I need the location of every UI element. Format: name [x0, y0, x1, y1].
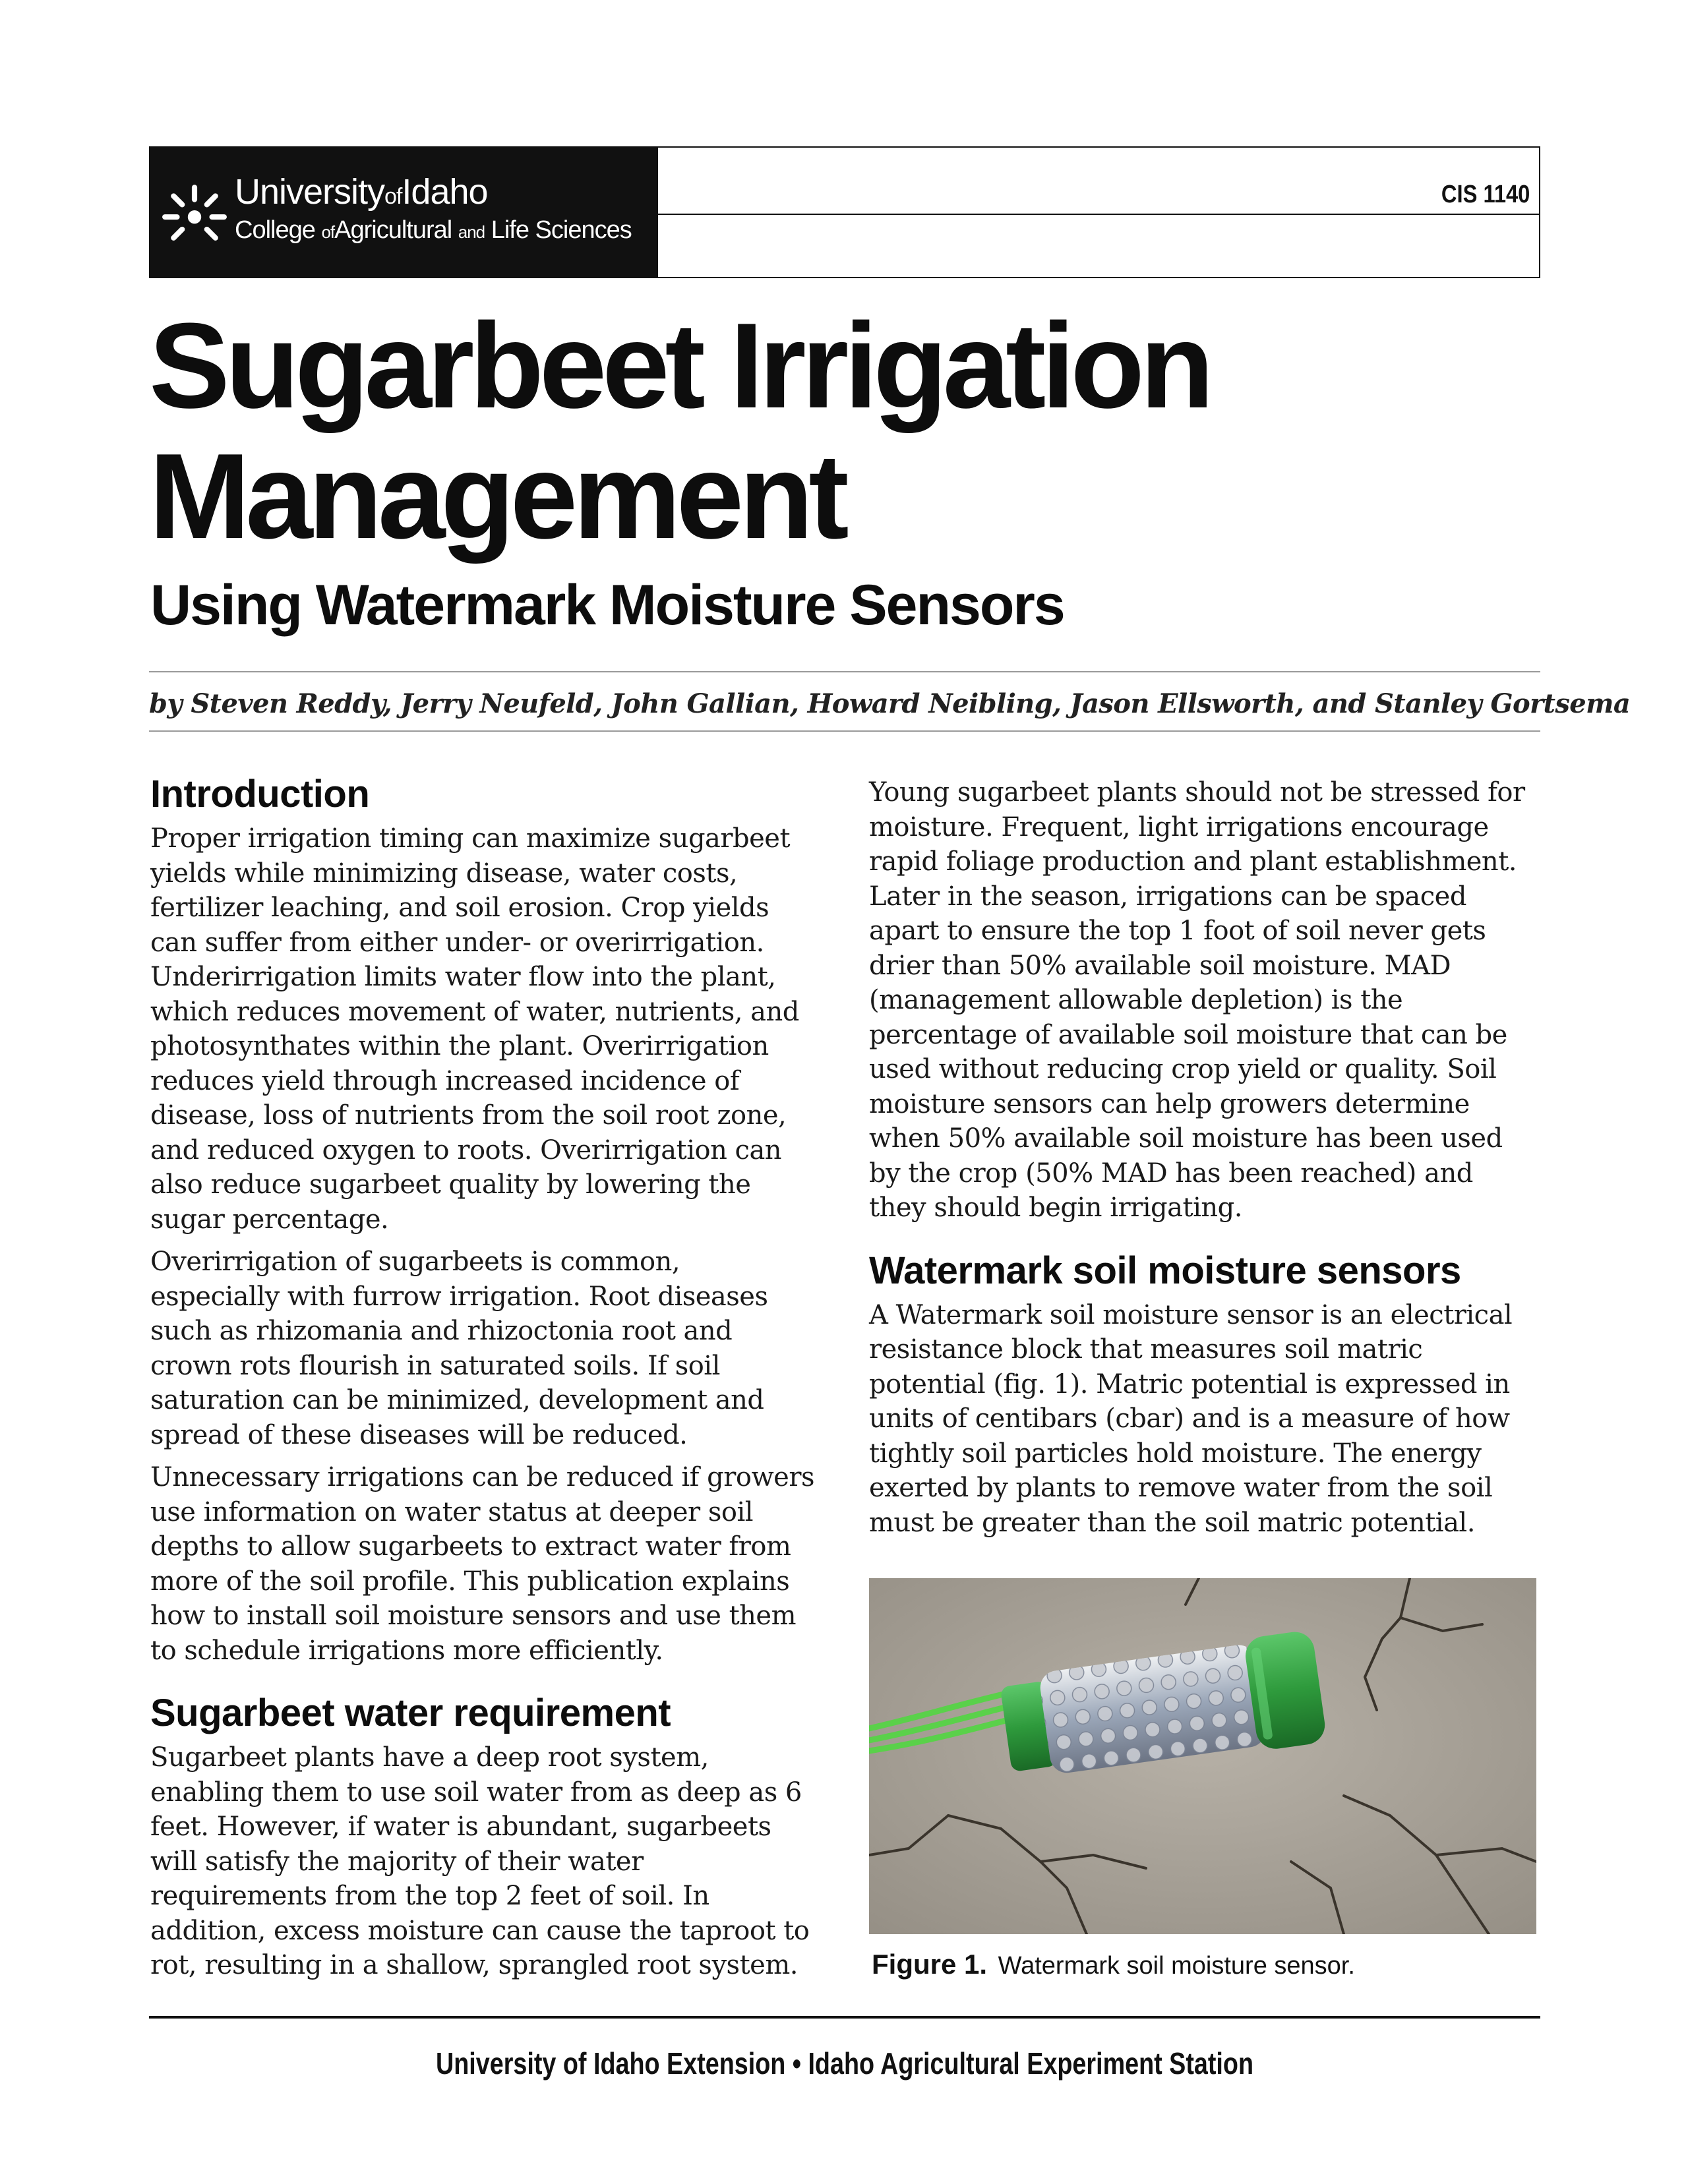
authors-top-rule	[149, 671, 1540, 672]
university-logo	[150, 148, 658, 277]
left-column	[150, 771, 816, 1991]
continuation-paragraph: Young sugarbeet plants should not be stressed for moisture. Frequent, light irrigations encourage rapid foliage production and plant establishment. Later in the season, irrigations can be spaced apart to ensure the top 1 foot of soil never gets drier than 50% available soil moisture. MAD (management allowable depletion) is the percentage of available soil moisture that can be used without reducing crop yield or quality. Soil moisture sensors can help growers determine when 50% available soil moisture has been used by the crop (50% MAD has been reached) and they should begin irrigating.	[869, 777, 1525, 1223]
intro-paragraph-1: Proper irrigation timing can maximize sugarbeet yields while minimizing disease, water costs, fertilizer leaching, and soil erosion. Crop yields can suffer from either under- or overirrigation. Underirrigation limits water flow into the plant, which reduces movement of water, nutrients, and photosynthates within the plant. Overirrigation reduces yield through increased incidence of disease, loss of nutrients from the soil root zone, and reduced oxygen to roots. Overirrigation can also reduce sugarbeet quality by lowering the sugar percentage.	[150, 823, 799, 1235]
university-sun-logo-icon	[161, 178, 228, 245]
title-line-1: Sugarbeet Irrigation	[149, 297, 1210, 433]
right-column	[869, 771, 1535, 1548]
author-byline: by Steven Reddy, Jerry Neufeld, John Gallian, Howard Neibling, Jason Ellsworth, and Stanley Gortsema	[149, 688, 1631, 719]
footer-rule	[149, 2016, 1540, 2019]
university-name: UniversityofIdaho	[235, 172, 488, 212]
intro-paragraph-3: Unnecessary irrigations can be reduced if growers use information on water status at deeper soil depths to allow sugarbeets to extract water from more of the soil profile. This publication explains how to install soil moisture sensors and use them to schedule irrigations more efficiently.	[150, 1462, 815, 1666]
figure-sensor-photo	[869, 1578, 1536, 1934]
publication-number: CIS 1140	[1441, 181, 1530, 208]
header-divider	[658, 214, 1539, 215]
publication-header	[149, 146, 1540, 278]
watermark-sensors-heading: Watermark soil moisture sensors	[869, 1249, 1461, 1292]
footer-publisher-line: University of Idaho Extension • Idaho Agricultural Experiment Station	[436, 2046, 1253, 2081]
watermark-sensors-paragraph: A Watermark soil moisture sensor is an electrical resistance block that measures soil matric potential (fig. 1). Matric potential is expressed in units of centibars (cbar) and is a measure of how tightly soil particles hold moisture. The energy exerted by plants to remove water from the soil must be greater than the soil matric potential.	[869, 1299, 1513, 1538]
water-requirement-heading: Sugarbeet water requirement	[150, 1692, 671, 1734]
watermark-sensor-photo-illustration	[869, 1578, 1536, 1934]
college-name: College ofAgricultural and Life Sciences	[235, 216, 632, 244]
document-title	[149, 297, 1534, 564]
title-line-2: Management	[149, 428, 845, 564]
authors-bottom-rule	[149, 730, 1540, 732]
figure-caption	[872, 1948, 1355, 1982]
water-requirement-paragraph: Sugarbeet plants have a deep root system, enabling them to use soil water from as deep as 6 feet. However, if water is abundant, sugarbeets will satisfy the majority of their water requirements from the top 2 feet of soil. In addition, excess moisture can cause the taproot to rot, resulting in a shallow, sprangled root system.	[150, 1742, 810, 1980]
introduction-heading: Introduction	[150, 773, 370, 815]
document-subtitle: Using Watermark Moisture Sensors	[150, 574, 1064, 637]
figure-caption-text: Watermark soil moisture sensor.	[998, 1952, 1355, 1980]
intro-paragraph-2: Overirrigation of sugarbeets is common, especially with furrow irrigation. Root diseases such as rhizomania and rhizoctonia root and crown rots flourish in saturated soils. If soil saturation can be minimized, development and spread of these diseases will be reduced.	[150, 1247, 768, 1450]
figure-caption-label: Figure 1.	[872, 1949, 988, 1980]
